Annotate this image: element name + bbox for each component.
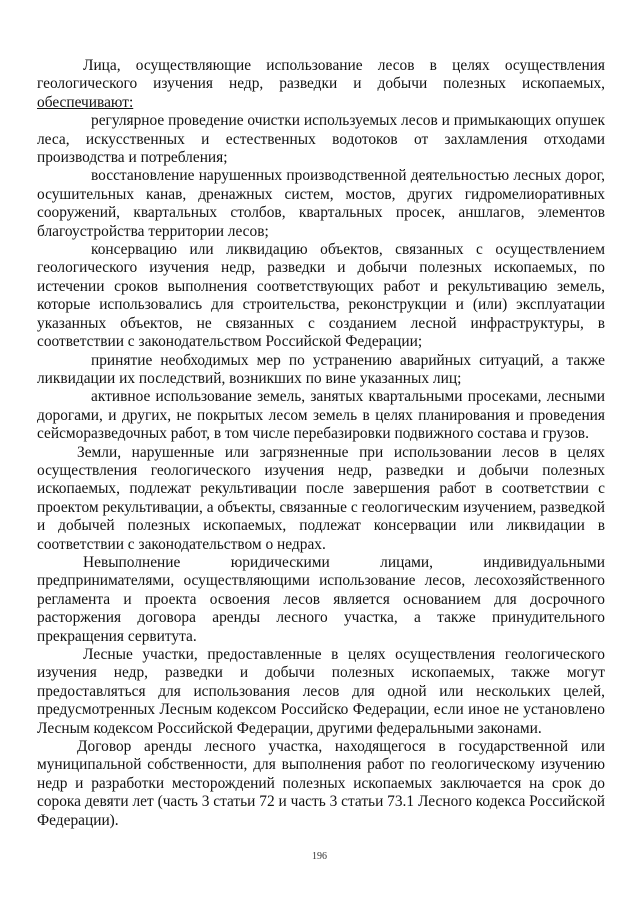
- paragraph-emergency: принятие необходимых мер по устранению аварийных ситуаций, а также ликвидации их последствий, возникших по вине указанных лиц;: [37, 351, 605, 387]
- paragraph-land-reclamation: Земли, нарушенные или загрязненные при использовании лесов в целях осуществления геологического изучения недр, разведки и добычи полезных ископаемых, подлежат рекультивации после завершения работ в соответствии с проектом рекультивации, а объекты, связанные с геологическим изучением, разведкой и добычей полезных ископаемых, подлежат консервации или ликвидации в соответствии с законодательством о недрах.: [37, 443, 605, 553]
- paragraph-seismic: активное использование земель, занятых квартальными просеками, лесными дорогами, и других, не покрытых лесом земель в целях планирования и проведения сейсморазведочных работ, в том числе перебазировки подвижного состава и грузов.: [37, 388, 605, 443]
- page-body: [37, 57, 605, 830]
- paragraph-non-compliance: Невыполнение юридическими лицами, индивидуальными предпринимателями, осуществляющими использование лесов, лесохозяйственного регламента и проекта освоения лесов является основанием для досрочного расторжения договора аренды лесного участка, а также принудительного прекращения сервитута.: [37, 553, 605, 645]
- paragraph-obligations-intro: [37, 57, 605, 112]
- paragraph-restoration: восстановление нарушенных производственной деятельностью лесных дорог, осушительных канав, дренажных систем, мостов, других гидромелиоративных сооружений, квартальных столбов, квартальных просек, аншлагов, элементов благоустройства территории лесов;: [37, 167, 605, 240]
- paragraph-text: Лица, осуществляющие использование лесов в целях осуществления геологического изучения недр, разведки и добычи полезных ископаемых,: [37, 57, 605, 93]
- paragraph-lease-term: Договор аренды лесного участка, находящегося в государственной или муниципальной собственности, для выполнения работ по геологическому изучению недр и разработки месторождений полезных ископаемых заключается на срок до сорока девяти лет (часть 3 статьи 72 и часть 3 статьи 73.1 Лесного кодекса Российской Федерации).: [37, 738, 605, 829]
- paragraph-cleaning: регулярное проведение очистки используемых лесов и примыкающих опушек леса, искусственных и естественных водотоков от захламления отходами производства и потребления;: [37, 112, 605, 167]
- page-number: 196: [312, 851, 327, 862]
- underlined-term: обеспечивают:: [37, 93, 134, 111]
- paragraph-conservation: консервацию или ликвидацию объектов, связанных с осуществлением геологического изучения недр, разведки и добычи полезных ископаемых, по истечении сроков выполнения соответствующих работ и рекультивацию земель, которые использовались для строительства, реконструкции и (или) эксплуатации указанных объектов, не связанных с созданием лесной инфраструктуры, в соответствии с законодательством Российской Федерации;: [37, 241, 605, 351]
- paragraph-forest-plots: Лесные участки, предоставленные в целях осуществления геологического изучения недр, разведки и добычи полезных ископаемых, также могут предоставляться для использования лесов для одной или нескольких целей, предусмотренных Лесным кодексом Российско Федерации, если иное не установлено Лесным кодексом Российской Федерации, другими федеральными законами.: [37, 646, 605, 737]
